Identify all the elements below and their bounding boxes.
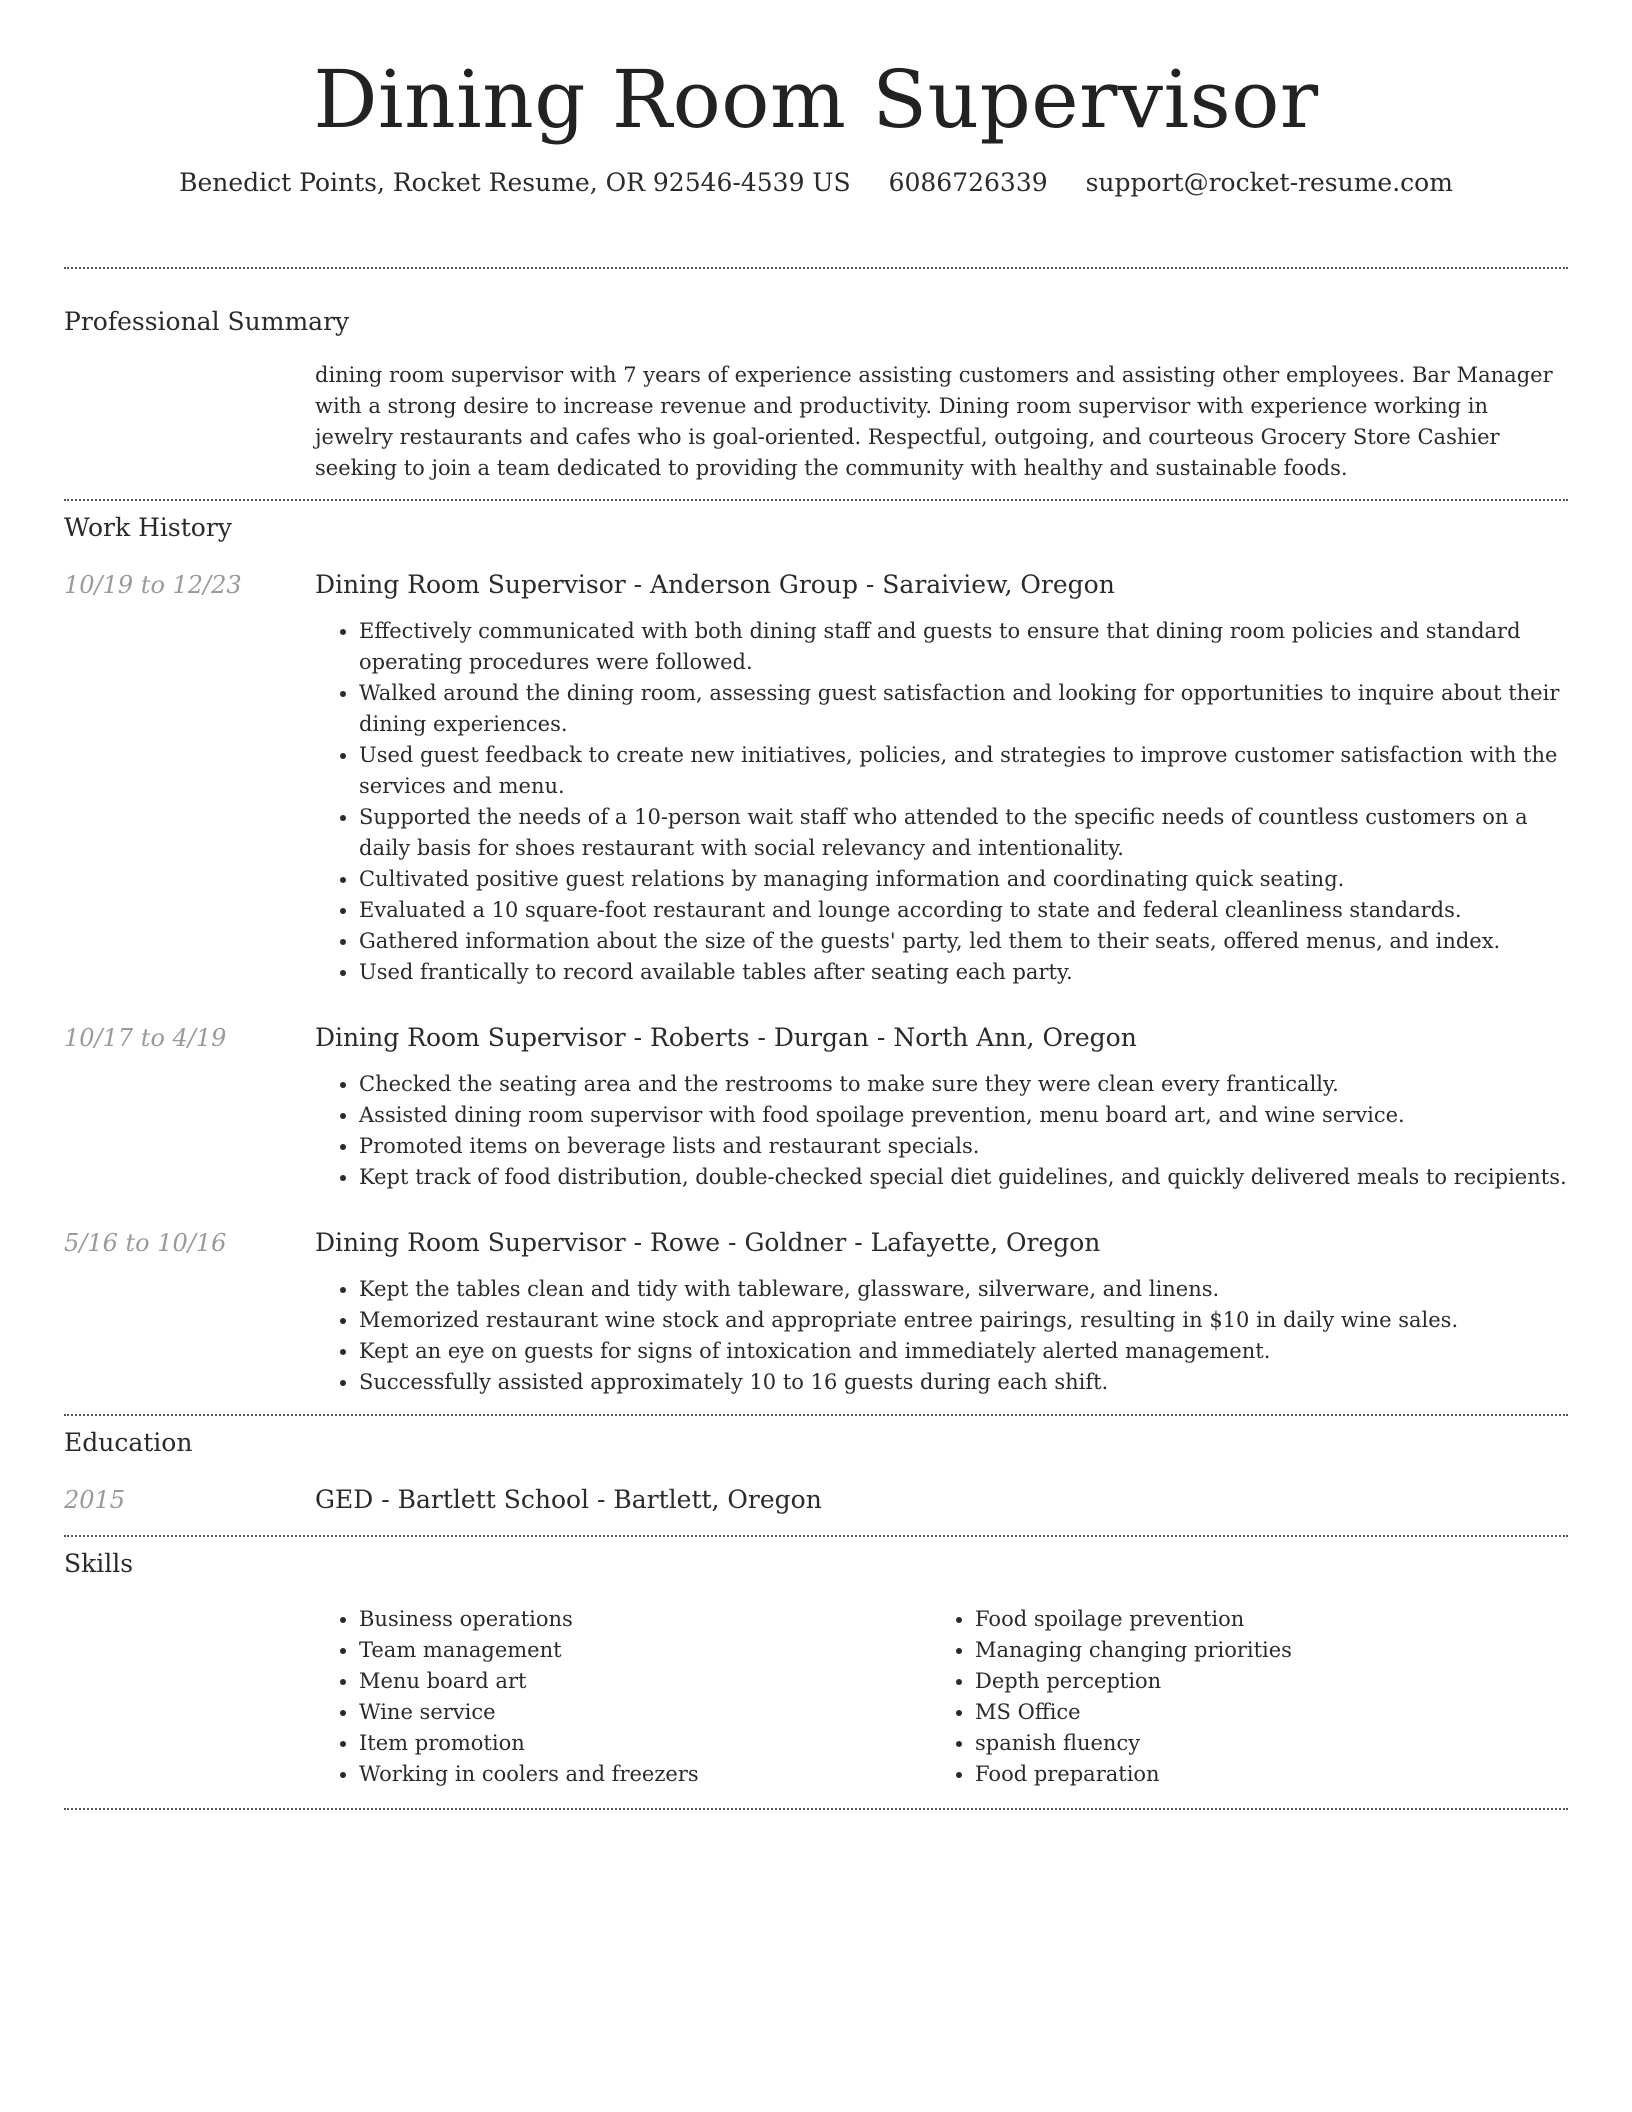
skills-columns (315, 1604, 1568, 1790)
skills-section-title: Skills (64, 1549, 134, 1578)
job-bullet: • Successfully assisted approximately 10 to 16 guests during each shift. (359, 1367, 1568, 1398)
job-bullet: • Kept an eye on guests for signs of intoxication and immediately alerted management. (359, 1336, 1568, 1367)
job-bullet: • Promoted items on beverage lists and restaurant specials. (359, 1131, 1568, 1162)
job-bullets (315, 616, 1568, 988)
contact-phone: 6086726339 (888, 168, 1048, 197)
skill-item: • Wine service (359, 1697, 931, 1728)
summary-section-title: Professional Summary (64, 307, 350, 336)
skill-item: • Team management (359, 1635, 931, 1666)
education-entry (64, 1483, 1568, 1517)
job-bullets (315, 1274, 1568, 1398)
job-bullet: • Evaluated a 10 square-foot restaurant and lounge according to state and federal cleanliness standards. (359, 895, 1568, 926)
skills-list-right (931, 1604, 1547, 1790)
skill-item: • Managing changing priorities (975, 1635, 1547, 1666)
job-entry (64, 1226, 1568, 1398)
contact-address: Benedict Points, Rocket Resume, OR 92546-4539 US (179, 168, 851, 197)
job-bullet: • Gathered information about the size of the guests' party, led them to their seats, offered menus, and index. (359, 926, 1568, 957)
skill-item: • Food spoilage prevention (975, 1604, 1547, 1635)
skill-item: • Depth perception (975, 1666, 1547, 1697)
work-history-section-title: Work History (64, 513, 232, 542)
skill-item: • Working in coolers and freezers (359, 1759, 931, 1790)
job-bullet: • Supported the needs of a 10-person wait staff who attended to the specific needs of countless customers on a daily basis for shoes restaurant with social relevancy and intentionality. (359, 802, 1568, 864)
job-bullet: • Kept the tables clean and tidy with tableware, glassware, silverware, and linens. (359, 1274, 1568, 1305)
resume-name: Dining Room Supervisor (313, 53, 1319, 146)
skill-item: • spanish fluency (975, 1728, 1547, 1759)
skills-list-left (315, 1604, 931, 1790)
skill-item: • Item promotion (359, 1728, 931, 1759)
resume-page (64, 0, 1568, 1810)
job-bullet: • Kept track of food distribution, double-checked special diet guidelines, and quickly delivered meals to recipients. (359, 1162, 1568, 1193)
job-heading: Dining Room Supervisor - Anderson Group - Saraiview, Oregon (315, 570, 1115, 599)
skills-row (64, 1604, 1568, 1790)
job-bullet: • Used frantically to record available tables after seating each party. (359, 957, 1568, 988)
job-bullet: • Assisted dining room supervisor with food spoilage prevention, menu board art, and wine service. (359, 1100, 1568, 1131)
job-entry (64, 568, 1568, 988)
job-bullet: • Used guest feedback to create new initiatives, policies, and strategies to improve customer satisfaction with the services and menu. (359, 740, 1568, 802)
job-bullet: • Memorized restaurant wine stock and appropriate entree pairings, resulting in $10 in daily wine sales. (359, 1305, 1568, 1336)
summary-text: dining room supervisor with 7 years of experience assisting customers and assisting other employees. Bar Manager with a strong desire to increase revenue and productivity. Dining room supervisor with experience working in jewelry restaurants and cafes who is goal-oriented. Respectful, outgoing, and courteous Grocery Store Cashier seeking to join a team dedicated to providing the community with healthy and sustainable foods. (315, 363, 1553, 480)
education-section-title: Education (64, 1428, 193, 1457)
job-entry (64, 1021, 1568, 1193)
education-heading: GED - Bartlett School - Bartlett, Oregon (315, 1485, 822, 1514)
job-dates: 10/17 to 4/19 (64, 1024, 227, 1052)
job-heading: Dining Room Supervisor - Rowe - Goldner - Lafayette, Oregon (315, 1228, 1101, 1257)
skill-item: • MS Office (975, 1697, 1547, 1728)
section-divider (64, 1808, 1568, 1810)
job-dates: 5/16 to 10/16 (64, 1229, 227, 1257)
job-bullets (315, 1069, 1568, 1193)
job-bullet: • Walked around the dining room, assessing guest satisfaction and looking for opportunities to inquire about their dining experiences. (359, 678, 1568, 740)
job-bullet: • Cultivated positive guest relations by managing information and coordinating quick seating. (359, 864, 1568, 895)
contact-line (64, 166, 1568, 200)
contact-email: support@rocket-resume.com (1085, 168, 1453, 197)
job-dates: 10/19 to 12/23 (64, 571, 242, 599)
skill-item: • Food preparation (975, 1759, 1547, 1790)
skill-item: • Menu board art (359, 1666, 931, 1697)
skill-item: • Business operations (359, 1604, 931, 1635)
job-bullet: • Checked the seating area and the restrooms to make sure they were clean every frantically. (359, 1069, 1568, 1100)
job-heading: Dining Room Supervisor - Roberts - Durgan - North Ann, Oregon (315, 1023, 1137, 1052)
summary-row (64, 360, 1568, 484)
job-bullet: • Effectively communicated with both dining staff and guests to ensure that dining room policies and standard operating procedures were followed. (359, 616, 1568, 678)
education-dates: 2015 (64, 1486, 126, 1514)
